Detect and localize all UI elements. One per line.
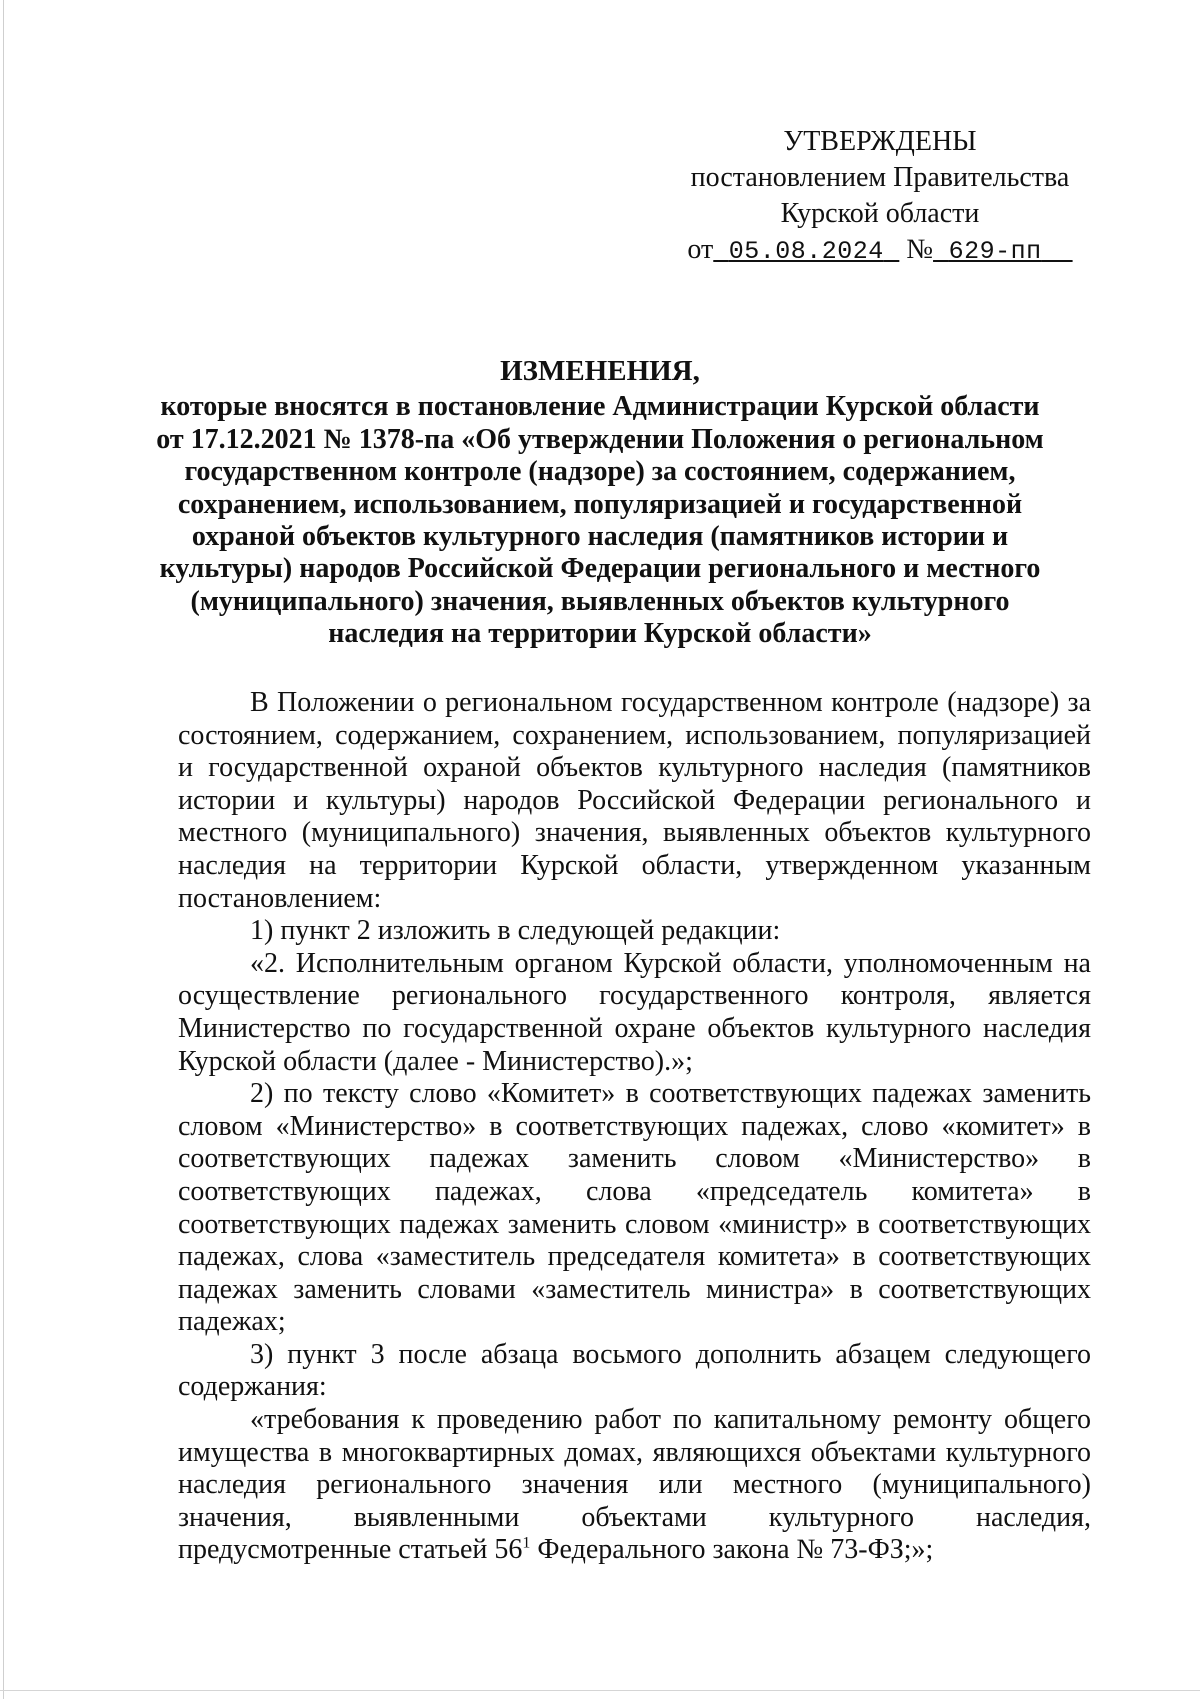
heading-line: (муниципального) значения, выявленных объектов культурного <box>190 585 1010 617</box>
approval-stamp-block <box>640 124 1120 270</box>
approval-line-region: Курской области <box>780 198 980 229</box>
approval-line-resolution: постановлением Правительства <box>690 162 1070 193</box>
heading-title: ИЗМЕНЕНИЯ, <box>500 355 700 387</box>
approval-date: 05.08.2024 <box>728 237 884 266</box>
item-1-paragraph: 1) пункт 2 изложить в следующей редакции: <box>250 915 781 947</box>
heading-line: от 17.12.2021 № 1378-па «Об утверждении Положения о региональном <box>156 423 1044 455</box>
item-3-text: «требования к проведению работ по капитальному ремонту общего имущества в многоквартирных домах, являющихся объектами культурного наследия регионального значения или местного (муниципального) значения, выявленными объектами культурного наследия, предусмотренные статьей 56 <box>178 1404 1091 1566</box>
heading-line: сохранением, использованием, популяризацией и государственной <box>177 488 1023 520</box>
approval-number: 629-пп <box>948 237 1042 266</box>
heading-line: государственном контроле (надзоре) за состоянием, содержанием, <box>184 456 1016 488</box>
heading-line: которые вносятся в постановление Администрации Курской области <box>160 391 1040 423</box>
document-body <box>178 687 1091 1567</box>
intro-paragraph: В Положении о региональном государственном контроле (надзоре) за состоянием, содержанием, сохранением, использованием, популяризацией и государственной охраной объектов культурного наследия (памятников истории и культуры) народов Российской Федерации регионального и местного (муниципального) значения, выявленных объектов культурного наследия на территории Курской области, утвержденном указанным постановлением: <box>178 687 1091 914</box>
approval-number-label: № <box>906 234 934 265</box>
article-superscript: 1 <box>522 1535 531 1553</box>
approval-date-number-line <box>640 232 1120 270</box>
item-3-paragraph: 3) пункт 3 после абзаца восьмого дополнить абзацем следующего содержания: <box>178 1338 1091 1403</box>
scan-edge-bottom <box>0 1690 1200 1691</box>
item-3-text-paragraph <box>178 1404 1091 1567</box>
document-heading <box>130 355 1070 651</box>
heading-line: культуры) народов Российской Федерации регионального и местного <box>159 553 1041 585</box>
approval-from-label: от <box>687 234 714 265</box>
item-3-text-tail: Федерального закона № 73-ФЗ;»; <box>530 1534 934 1566</box>
item-1-text-paragraph: «2. Исполнительным органом Курской области, уполномоченным на осуществление регионального государственного контроля, является Министерство по государственной охране объектов культурного наследия Курской области (далее - Министерство).»; <box>178 947 1091 1077</box>
heading-line: наследия на территории Курской области» <box>328 618 872 650</box>
scan-edge-left <box>3 0 4 1699</box>
item-2-paragraph: 2) по тексту слово «Комитет» в соответствующих падежах заменить словом «Министерство» в соответствующих падежах, слово «комитет» в соответствующих падежах заменить словом «Министерство» в соответствующих падежах, слова «председатель комитета» в соответствующих падежах заменить словом «министр» в соответствующих падежах, слова «заместитель председателя комитета» в соответствующих падежах заменить словами «заместитель министра» в соответствующих падежах; <box>178 1078 1091 1338</box>
approval-title: УТВЕРЖДЕНЫ <box>783 126 977 157</box>
heading-line: охраной объектов культурного наследия (памятников истории и <box>191 521 1009 553</box>
